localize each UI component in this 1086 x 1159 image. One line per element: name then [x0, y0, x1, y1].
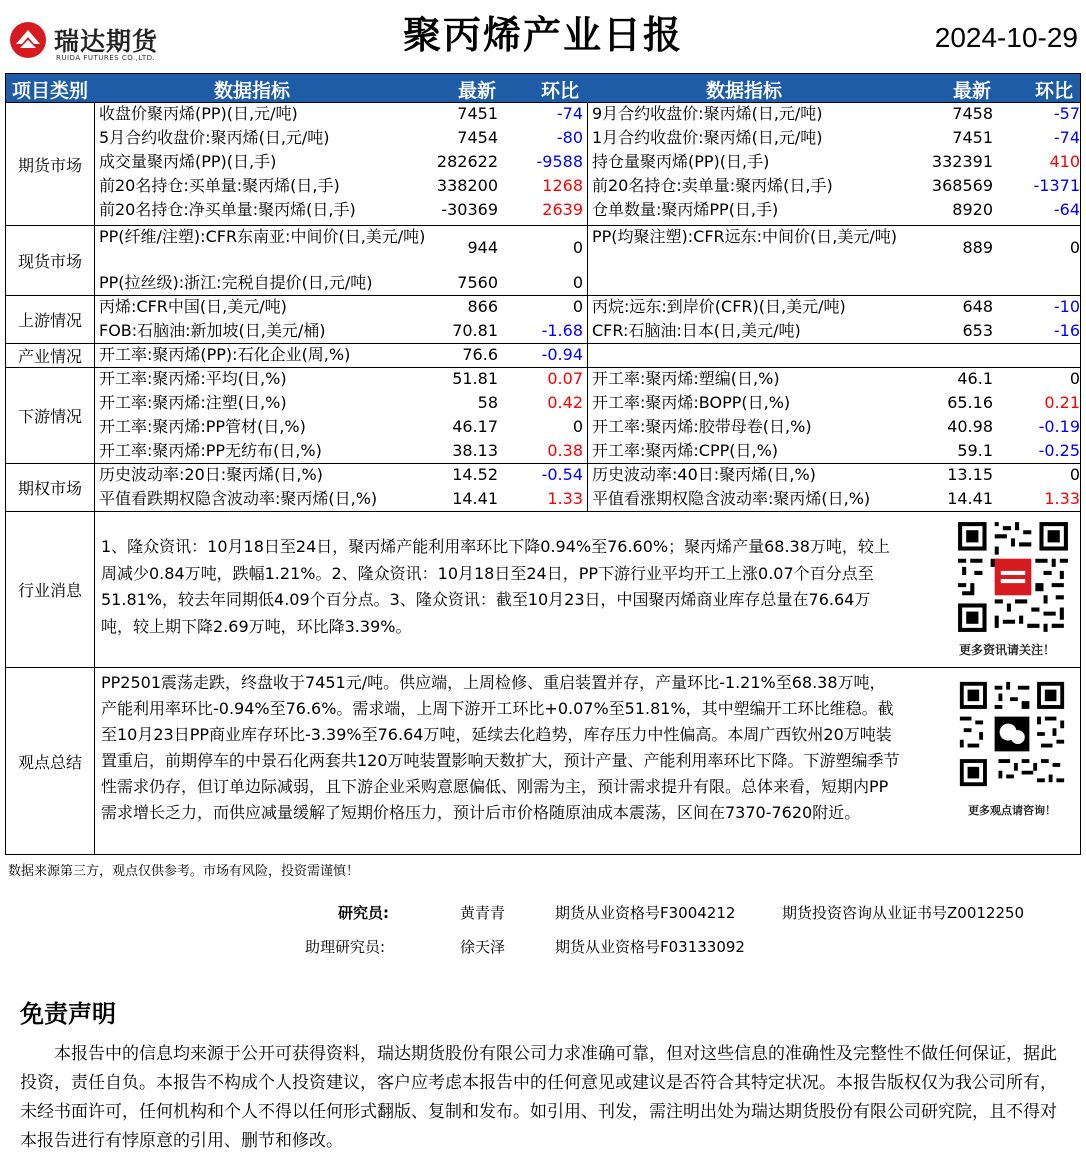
indicator-name: 历史波动率:40日:聚丙烯(日,%)	[592, 465, 816, 484]
assistant-name: 徐天泽	[460, 938, 506, 956]
qr-code-icon	[956, 678, 1068, 790]
change-value: 0	[572, 273, 583, 292]
latest-value: 7458	[952, 104, 993, 123]
indicator-name: 开工率:聚丙烯:塑编(日,%)	[592, 369, 780, 388]
section-label: 下游情况	[6, 368, 95, 463]
table-header	[6, 74, 1080, 102]
disclaimer-text: 本报告中的信息均来源于公开可获得资料，瑞达期货股份有限公司力求准确可靠，但对这些信息的准确性及完整性不做任何保证，据此投资，责任自负。本报告不构成个人投资建议，客户应考虑本报告中的任何意见或建议是否符合其特定状况。本报告版权仅为我公司所有，未经书面许可，任何机构和个人不得以任何形式翻版、复制和发布。如引用、刊发，需注明出处为瑞达期货股份有限公司研究院，且不得对本报告进行有悖原意的引用、删节和修改。	[20, 1044, 1057, 1151]
table-row	[6, 271, 1080, 295]
change-value: 0.38	[547, 441, 583, 460]
indicator-name: 前20名持仓:净买单量:聚丙烯(日,手)	[99, 200, 356, 219]
table-row	[6, 463, 1080, 487]
table-row	[6, 174, 1080, 198]
view-text: PP2501震荡走跌，终盘收于7451元/吨。供应端，上周检修、重启装置并存，产量环比-1.21%至68.38万吨，产能利用率环比-0.94%至76.6%。需求端，上周下游开工环比+0.07%至51.81%，其中塑编开工环比维稳。截至10月23日PP商业库存环比-3.39%至76.64万吨，延续去化趋势，库存压力中性偏高。本周广西钦州20万吨装置重启，前期停车的中景石化两套共120万吨装置影响天数扩大，预计产量、产能利用率环比下降。下游塑编季节性需求仍存，但订单边际减弱，且下游企业采购意愿偏低、刚需为主，预计需求提升有限。总体来看，短期内PP需求增长乏力，而供应减量缓解了短期价格压力，预计后市价格随原油成本震荡，区间在7370-7620附近。	[101, 673, 900, 822]
latest-value: 648	[962, 297, 993, 316]
change-value	[996, 271, 1080, 295]
change-value: 410	[1049, 152, 1080, 171]
change-value: 1268	[542, 176, 583, 195]
change-value: -10	[1053, 297, 1080, 316]
change-value: 0	[572, 297, 583, 316]
change-value: -0.54	[541, 465, 583, 484]
indicator-name: 丙烷:远东:到岸价(CFR)(日,美元/吨)	[592, 297, 846, 316]
latest-value: 46.1	[957, 369, 993, 388]
researcher-label: 研究员:	[338, 904, 389, 922]
change-value: 0.07	[547, 369, 583, 388]
table-row	[6, 126, 1080, 150]
report-date: 2024-10-29	[934, 22, 1078, 53]
table-row	[6, 367, 1080, 391]
indicator-name: 开工率:聚丙烯(PP):石化企业(周,%)	[99, 345, 351, 364]
news-text: 1、隆众资讯：10月18日至24日，聚丙烯产能利用率环比下降0.94%至76.60%；聚丙烯产量68.38万吨，较上周减少0.84万吨，跌幅1.21%。2、隆众资讯：10月18日至24日，PP下游行业平均开工上涨0.07个百分点至51.81%，较去年同期低4.09个百分点。3、隆众资讯：截至10月23日，中国聚丙烯商业库存总量在76.64万吨，较上期下降2.69万吨，环比降3.39%。	[101, 537, 890, 636]
table-row	[6, 150, 1080, 174]
company-name-en: RUIDA FUTURES CO.,LTD.	[56, 54, 156, 62]
change-value: -74	[556, 104, 583, 123]
assistant-label: 助理研究员:	[305, 938, 386, 956]
change-value: -57	[1053, 104, 1080, 123]
table-row	[6, 198, 1080, 222]
indicator-name: 持仓量聚丙烯(PP)(日,手)	[592, 152, 770, 171]
latest-value	[901, 343, 993, 367]
latest-value: 866	[467, 297, 498, 316]
indicator-name: PP(纤维/注塑):CFR东南亚:中间价(日,美元/吨)	[99, 227, 426, 246]
table-row	[6, 102, 1080, 126]
indicator-name: 1月合约收盘价:聚丙烯(日,元/吨)	[592, 128, 823, 147]
latest-value: 58	[477, 393, 498, 412]
change-value: -80	[556, 128, 583, 147]
section-label: 期货市场	[6, 103, 95, 225]
qr-code-icon	[954, 518, 1072, 636]
indicator-name: 开工率:聚丙烯:胶带母卷(日,%)	[592, 417, 812, 436]
change-value: -9588	[536, 152, 583, 171]
change-value: 0.42	[547, 393, 583, 412]
section-label: 产业情况	[6, 344, 95, 367]
qr-caption: 更多观点请咨询！	[968, 804, 1056, 817]
latest-value: 8920	[952, 200, 993, 219]
indicator-name: 开工率:聚丙烯:平均(日,%)	[99, 369, 287, 388]
latest-value: 13.15	[947, 465, 993, 484]
indicator-name: 开工率:聚丙烯:CPP(日,%)	[592, 441, 779, 460]
latest-value: 14.41	[452, 489, 498, 508]
indicator-name: 开工率:聚丙烯:BOPP(日,%)	[592, 393, 791, 412]
latest-value	[901, 271, 993, 295]
change-value	[996, 343, 1080, 367]
indicator-name	[592, 271, 902, 295]
change-value: -1.68	[541, 321, 583, 340]
indicator-name: PP(均聚注塑):CFR远东:中间价(日,美元/吨)	[592, 227, 898, 246]
change-value: -74	[1053, 128, 1080, 147]
indicator-name: 9月合约收盘价:聚丙烯(日,元/吨)	[592, 104, 823, 123]
latest-value: 14.41	[947, 489, 993, 508]
section-label: 行业消息	[6, 512, 95, 667]
change-value: 1.33	[547, 489, 583, 508]
change-value: -1371	[1033, 176, 1080, 195]
latest-value: 46.17	[452, 417, 498, 436]
section-view	[6, 667, 1080, 855]
researcher-consult-cert: 期货投资咨询从业证书号Z0012250	[782, 904, 1025, 922]
table-row	[6, 295, 1080, 319]
change-value: 2639	[542, 200, 583, 219]
change-value: -16	[1053, 321, 1080, 340]
latest-value: 38.13	[452, 441, 498, 460]
col-indicator-2: 数据指标	[706, 80, 783, 102]
col-change: 环比	[541, 80, 580, 102]
data-source-note: 数据来源第三方，观点仅供参考。市场有风险，投资需谨慎！	[8, 864, 360, 879]
table-row	[6, 343, 1080, 367]
indicator-name: 开工率:聚丙烯:PP管材(日,%)	[99, 417, 306, 436]
indicator-name: 前20名持仓:卖单量:聚丙烯(日,手)	[592, 176, 833, 195]
latest-value: 653	[962, 321, 993, 340]
col-indicator: 数据指标	[214, 80, 291, 102]
table-row	[6, 415, 1080, 439]
table-row	[6, 439, 1080, 463]
latest-value: 7451	[952, 128, 993, 147]
indicator-name: 收盘价聚丙烯(PP)(日,元/吨)	[99, 104, 298, 123]
change-value: -0.25	[1038, 441, 1080, 460]
col-latest-2: 最新	[953, 80, 992, 102]
indicator-name: 丙烯:CFR中国(日,美元/吨)	[99, 297, 287, 316]
data-table	[5, 73, 1081, 855]
researcher-cert: 期货从业资格号F3004212	[555, 904, 736, 922]
change-value: 0	[1069, 238, 1080, 257]
indicator-name: 历史波动率:20日:聚丙烯(日,%)	[99, 465, 323, 484]
table-row	[6, 319, 1080, 343]
table-row	[6, 487, 1080, 511]
table-row	[6, 391, 1080, 415]
latest-value: 65.16	[947, 393, 993, 412]
section-label: 期权市场	[6, 464, 95, 511]
latest-value: 59.1	[957, 441, 993, 460]
latest-value: 889	[962, 238, 993, 257]
change-value: 0	[572, 238, 583, 257]
section-label: 观点总结	[6, 668, 95, 855]
col-category: 项目类别	[12, 80, 89, 102]
indicator-name: 前20名持仓:买单量:聚丙烯(日,手)	[99, 176, 340, 195]
latest-value: 338200	[436, 176, 498, 195]
disclaimer-title: 免责声明	[20, 1000, 116, 1028]
indicator-name: 5月合约收盘价:聚丙烯(日,元/吨)	[99, 128, 330, 147]
change-value: -0.94	[541, 345, 583, 364]
report-title: 聚丙烯产业日报	[402, 13, 683, 57]
latest-value: 944	[467, 238, 498, 257]
assistant-cert: 期货从业资格号F03133092	[555, 938, 745, 956]
company-name-cn: 瑞达期货	[54, 27, 159, 56]
section-news	[6, 511, 1080, 667]
indicator-name: PP(拉丝级):浙江:完税自提价(日,元/吨)	[99, 273, 373, 292]
change-value: 0	[1069, 369, 1080, 388]
change-value: 1.33	[1044, 489, 1080, 508]
indicator-name: 开工率:聚丙烯:注塑(日,%)	[99, 393, 287, 412]
latest-value: 282622	[436, 152, 498, 171]
latest-value: 368569	[931, 176, 993, 195]
latest-value: 7451	[457, 104, 498, 123]
indicator-name	[592, 343, 902, 367]
indicator-name: 仓单数量:聚丙烯PP(日,手)	[592, 200, 779, 219]
latest-value: 70.81	[452, 321, 498, 340]
latest-value: 7454	[457, 128, 498, 147]
qr-caption: 更多资讯请关注！	[959, 643, 1056, 657]
col-change-2: 环比	[1035, 80, 1074, 102]
change-value: 0	[572, 417, 583, 436]
indicator-name: 平值看涨期权隐含波动率:聚丙烯(日,%)	[592, 489, 871, 508]
latest-value: 14.52	[452, 465, 498, 484]
researcher-name: 黄青青	[460, 904, 506, 922]
change-value: -0.19	[1038, 417, 1080, 436]
section-label: 现货市场	[6, 226, 95, 295]
latest-value: 40.98	[947, 417, 993, 436]
col-latest: 最新	[458, 80, 497, 102]
latest-value: 76.6	[462, 345, 498, 364]
section-label: 上游情况	[6, 296, 95, 343]
latest-value: 51.81	[452, 369, 498, 388]
indicator-name: 成交量聚丙烯(PP)(日,手)	[99, 152, 277, 171]
indicator-name: 平值看跌期权隐含波动率:聚丙烯(日,%)	[99, 489, 378, 508]
change-value: 0.21	[1044, 393, 1080, 412]
latest-value: 332391	[931, 152, 993, 171]
latest-value: 7560	[457, 273, 498, 292]
indicator-name: CFR:石脑油:日本(日,美元/吨)	[592, 321, 801, 340]
change-value: 0	[1069, 465, 1080, 484]
change-value: -64	[1053, 200, 1080, 219]
latest-value: -30369	[441, 200, 498, 219]
table-row	[6, 225, 1080, 271]
indicator-name: FOB:石脑油:新加坡(日,美元/桶)	[99, 321, 326, 340]
indicator-name: 开工率:聚丙烯:PP无纺布(日,%)	[99, 441, 322, 460]
